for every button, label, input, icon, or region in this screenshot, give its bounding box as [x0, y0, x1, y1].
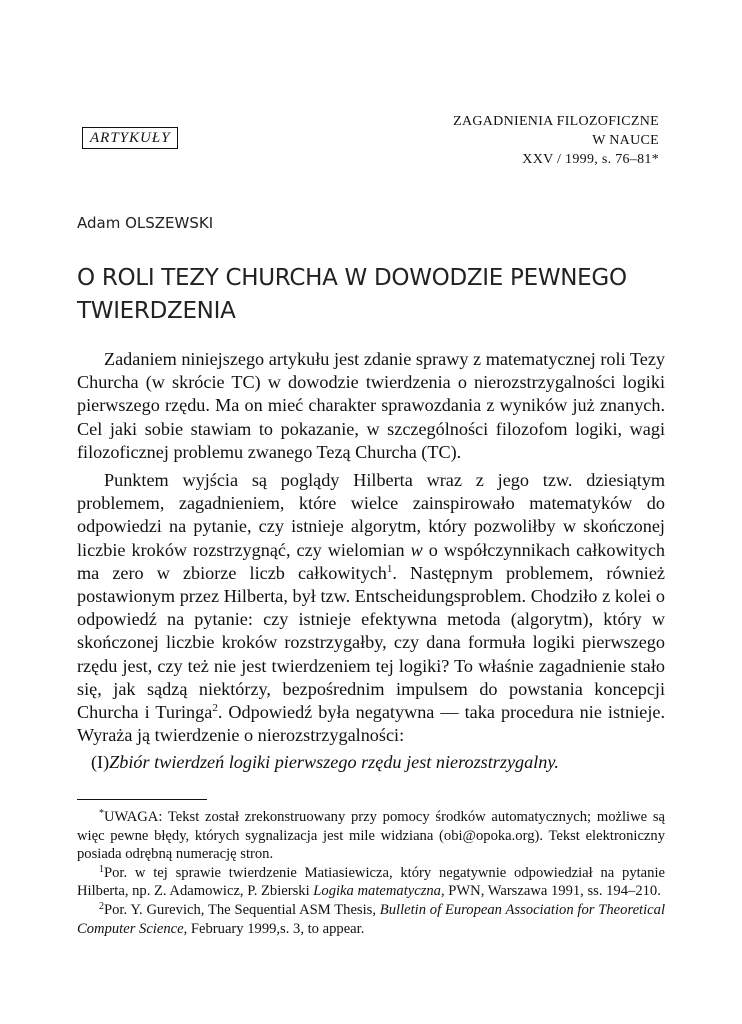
theorem-label: (I) [91, 752, 110, 773]
journal-volume-pages: XXV / 1999, s. 76–81* [522, 152, 659, 167]
footnote-0-text: UWAGA: Tekst został zrekonstruowany przy pomocy środków automatycznych; możliwe są więc pewne błędy, których sygnalizacja jest mile widziana (obi@opoka.org). Tekst elektroniczny posiada odrębną numerację stron. [77, 809, 665, 863]
footnote-2-mark: 2 [99, 900, 104, 912]
paragraph-1: Zadaniem niniejszego artykułu jest zdanie sprawy z matematycznej roli Tezy Churcha (w skrócie TC) w dowodzie twierdzenia o nierozstrzygalności logiki pierwszego rzędu. Ma on mieć charakter sprawozdania z wyników już znanych. Cel jaki sobie stawiam to pokazanie, w szczególności filozofom logiki, wagi filozoficznej problemu zwanego Tezą Churcha (TC). [77, 349, 665, 462]
footnote-2-text-a: Por. Y. Gurevich, The Sequential ASM Thesis, [104, 901, 380, 918]
article-body [77, 348, 665, 775]
section-label: ARTYKUŁY [82, 127, 178, 149]
footnote-1-text-b: , PWN, Warszawa 1991, ss. 194–210. [440, 883, 661, 900]
footnote-1 [77, 864, 665, 901]
paragraph-2-text-b: o współczynnikach całkowitych ma zero w zbiorze liczb całkowitych [77, 539, 665, 583]
footnote-2-journal-title: Bulletin of European Association for Theoretical Computer Science [77, 901, 665, 937]
paragraph-2 [77, 469, 665, 747]
theorem-text: Zbiór twierdzeń logiki pierwszego rzędu jest nierozstrzygalny. [109, 752, 559, 773]
journal-subtitle: W NAUCE [592, 133, 659, 148]
footnote-ref-1[interactable]: 1 [386, 562, 393, 575]
footnote-2-text-b: , February 1999,s. 3, to appear. [183, 920, 365, 937]
journal-header [453, 112, 659, 169]
footnote-1-mark: 1 [99, 863, 104, 875]
article-title [77, 262, 677, 328]
article-title-line1: O ROLI TEZY CHURCHA W DOWODZIE PEWNEGO [77, 265, 627, 291]
paragraph-2-text-c: . Następnym problemem, również postawionym przez Hilberta, był tzw. Entscheidungsproblem. Chodziło z kolei o odpowiedź na pytanie: czy istnieje efektywna metoda (algorytm), który w skończonej liczbie kroków rozstrzygałby, czy dana formuła logiki pierwszego rzędu jest, czy też nie jest twierdzeniem tej logiki? To właśnie zagadnienie stało się, jak sądzą niektórzy, bezpośrednim impulsem do powstania koncepcji Churcha i Turinga [77, 562, 665, 723]
journal-title: ZAGADNIENIA FILOZOFICZNE [453, 114, 659, 129]
footnote-1-book-title: Logika matematyczna [313, 883, 441, 900]
footnote-divider [77, 799, 207, 800]
footnote-0-mark: * [99, 808, 104, 819]
paragraph-2-text-a: Punktem wyjścia są poglądy Hilberta wraz z jego tzw. dziesiątym problemem, zagadnieniem, które wielce zainspirowało matematyków do odpowiedzi na pytanie, czy istnieje algorytm, który pozwoliłby w skończonej liczbie kroków rozstrzygnąć, czy wielomian [77, 470, 665, 560]
article-title-line2: TWIERDZENIA [77, 298, 236, 324]
author-name: Adam OLSZEWSKI [77, 214, 214, 232]
theorem-statement [77, 751, 665, 774]
footnote-ref-2[interactable]: 2 [212, 701, 218, 714]
footnote-1-text-a: Por. w tej sprawie twierdzenie Matiasiewicza, który negatywnie odpowiedział na pytanie Hilberta, np. Z. Adamowicz, P. Zbierski [77, 864, 665, 900]
paragraph-2-text-d: . Odpowiedź była negatywna — taka procedura nie istnieje. Wyraża ją twierdzenie o nierozstrzygalności: [77, 702, 665, 746]
footnotes [77, 808, 665, 938]
footnote-2 [77, 901, 665, 938]
polynomial-variable: w [410, 539, 423, 560]
footnote-0 [77, 808, 665, 864]
